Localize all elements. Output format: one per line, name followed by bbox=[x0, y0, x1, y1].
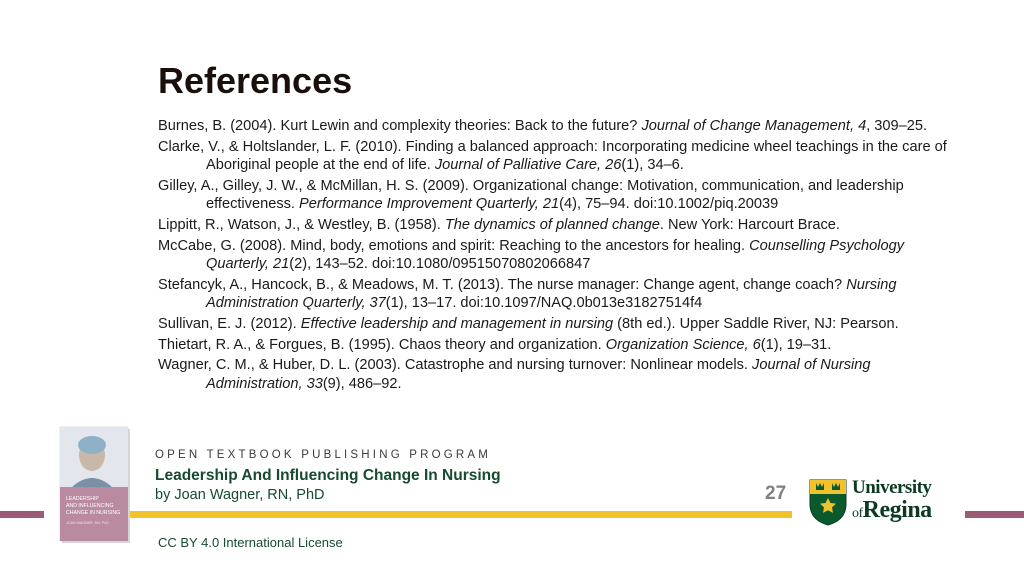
reference-item: Lippitt, R., Watson, J., & Westley, B. (1958). The dynamics of planned change. New York: Harcourt Brace. bbox=[158, 216, 840, 233]
book-title: Leadership And Influencing Change In Nursing bbox=[155, 467, 501, 484]
reference-item: Sullivan, E. J. (2012). Effective leadership and management in nursing (8th ed.). Upper Saddle River, NJ: Pearson. bbox=[158, 315, 899, 332]
svg-text:AND INFLUENCING: AND INFLUENCING bbox=[66, 503, 114, 509]
reference-item: Stefancyk, A., Hancock, B., & Meadows, M. T. (2013). The nurse manager: Change agent, change coach? Nursing Administration Quarterly, 37(1), 13–17. doi:10.1097/NAQ.0b013e31827514f4 bbox=[158, 276, 897, 312]
license-text: CC BY 4.0 International License bbox=[158, 535, 343, 550]
university-crest-icon bbox=[808, 478, 848, 526]
references-list bbox=[158, 117, 963, 395]
university-wordmark bbox=[852, 478, 932, 522]
reference-item: Burnes, B. (2004). Kurt Lewin and complexity theories: Back to the future? Journal of Change Management, 4, 309–25. bbox=[158, 118, 928, 134]
footer-bar-right bbox=[965, 511, 1024, 518]
reference-item: Gilley, A., Gilley, J. W., & McMillan, H. S. (2009). Organizational change: Motivation, communication, and leadership effectiveness. Performance Improvement Quarterly, 21(4), 75–94. doi:10.1002/piq.20039 bbox=[158, 177, 904, 213]
svg-text:JOAN WAGNER, RN, PhD: JOAN WAGNER, RN, PhD bbox=[66, 521, 109, 525]
book-cover-image bbox=[58, 425, 132, 545]
reference-item: Thietart, R. A., & Forgues, B. (1995). Chaos theory and organization. Organization Science, 6(1), 19–31. bbox=[158, 336, 832, 353]
university-name-line1: University bbox=[852, 477, 932, 498]
footer-bar-left bbox=[0, 511, 44, 518]
book-author: by Joan Wagner, RN, PhD bbox=[155, 487, 325, 503]
slide-title: References bbox=[158, 60, 353, 101]
svg-text:LEADERSHIP: LEADERSHIP bbox=[66, 496, 99, 502]
reference-item: McCabe, G. (2008). Mind, body, emotions and spirit: Reaching to the ancestors for healing. Counselling Psychology Quarterly, 21(2), 143–52. doi:10.1080/09515070802066847 bbox=[158, 237, 905, 273]
program-label: OPEN TEXTBOOK PUBLISHING PROGRAM bbox=[155, 449, 492, 461]
reference-item: Clarke, V., & Holtslander, L. F. (2010). Finding a balanced approach: Incorporating medicine wheel teachings in the care of Aboriginal people at the end of life. Journal of Palliative Care, 26(1), 34–6. bbox=[158, 138, 947, 174]
footer-bar-gold bbox=[130, 511, 792, 518]
page-number: 27 bbox=[765, 483, 787, 504]
svg-text:CHANGE IN NURSING: CHANGE IN NURSING bbox=[66, 510, 121, 516]
university-name-line2: ofRegina bbox=[852, 497, 932, 523]
reference-item: Wagner, C. M., & Huber, D. L. (2003). Catastrophe and nursing turnover: Nonlinear models. Journal of Nursing Administration, 33(9), 486–92. bbox=[158, 357, 871, 392]
